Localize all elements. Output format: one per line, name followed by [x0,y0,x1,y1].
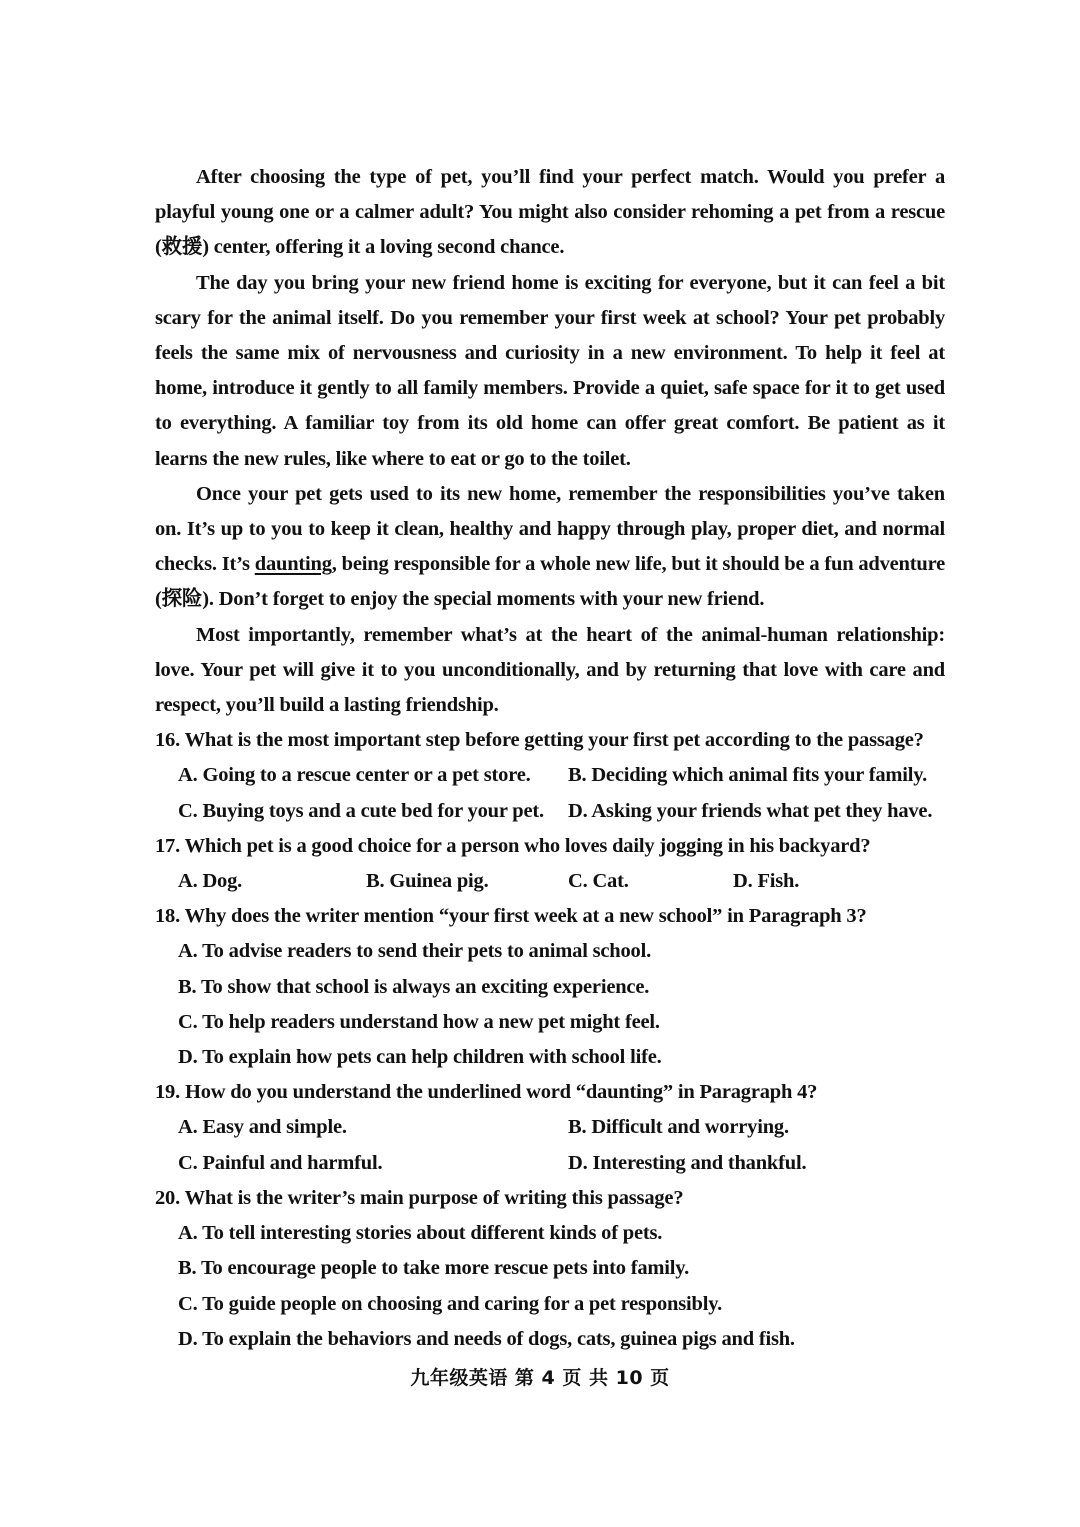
question-19 [155,1075,945,1181]
option-c: C. Buying toys and a cute bed for your pet. [178,799,544,822]
underlined-word-daunting: daunting [254,553,332,576]
passage-paragraph-3 [155,477,945,618]
options [155,758,945,828]
passage-paragraph-2: The day you bring your new friend home is exciting for everyone, but it can feel a bit scary for the animal itself. Do you remember your first week at school? Your pet probably feels the same mix of nervousness and curiosity in a new environment. To help it feel at home, introduce it gently to all family members. Provide a quiet, safe space for it to get used to everything. A familiar toy from its old home can offer great comfort. Be patient as it learns the new rules, like where to eat or go to the toilet. [155,271,945,470]
question-stem: 20. What is the writer’s main purpose of writing this passage? [155,1186,684,1209]
question-17 [155,829,945,899]
option-d: D. To explain the behaviors and needs of dogs, cats, guinea pigs and fish. [178,1327,795,1350]
option-a: A. To tell interesting stories about different kinds of pets. [178,1222,663,1245]
option-a: A. Dog. [178,870,243,893]
option-c: C. Cat. [568,870,629,893]
options [155,1110,945,1180]
options [155,1216,945,1357]
options [155,864,945,899]
question-stem: 19. How do you understand the underlined word “daunting” in Paragraph 4? [155,1081,818,1104]
question-20 [155,1181,945,1357]
paragraph-3-text-after: , being responsible for a whole new life, but it should be a fun adventure (探险). Don’t forget to enjoy the special moments with your new friend. [155,553,946,611]
option-d: D. Fish. [733,870,800,893]
option-d: D. Interesting and thankful. [568,1151,807,1174]
question-stem: 18. Why does the writer mention “your first week at a new school” in Paragraph 3? [155,905,867,928]
passage-paragraph-4: Most importantly, remember what’s at the heart of the animal-human relationship: love. Your pet will give it to you unconditionally, and by returning that love with care and respect, you’ll build a lasting friendship. [155,623,945,717]
option-c: C. Painful and harmful. [178,1151,383,1174]
options [155,934,945,1075]
option-a: A. To advise readers to send their pets to animal school. [178,940,652,963]
option-c: C. To help readers understand how a new pet might feel. [178,1010,660,1033]
option-d: D. Asking your friends what pet they have. [568,799,933,822]
option-a: A. Going to a rescue center or a pet store. [178,764,531,787]
option-b: B. Deciding which animal fits your family. [568,764,928,787]
option-b: B. To encourage people to take more rescue pets into family. [178,1257,690,1280]
option-b: B. To show that school is always an exciting experience. [178,975,650,998]
question-stem: 17. Which pet is a good choice for a person who loves daily jogging in his backyard? [155,834,871,857]
page-footer: 九年级英语 第 4 页 共 10 页 [410,1367,670,1389]
question-16 [155,723,945,829]
option-d: D. To explain how pets can help children with school life. [178,1046,662,1069]
passage-paragraph-1: After choosing the type of pet, you’ll find your perfect match. Would you prefer a playful young one or a calmer adult? You might also consider rehoming a pet from a rescue (救援) center, offering it a loving second chance. [155,166,945,259]
question-stem: 16. What is the most important step before getting your first pet according to the passage? [155,729,924,752]
option-b: B. Guinea pig. [366,870,489,893]
paragraph-3-text-before: Once your pet gets used to its new home, remember the responsibilities you’ve taken on. It’s up to you to keep it clean, healthy and happy through play, proper diet, and normal checks. It’s [155,482,945,576]
question-18 [155,899,945,1075]
option-c: C. To guide people on choosing and caring for a pet responsibly. [178,1292,723,1315]
option-a: A. Easy and simple. [178,1116,347,1139]
option-b: B. Difficult and worrying. [568,1116,789,1139]
page-content [155,160,945,1357]
